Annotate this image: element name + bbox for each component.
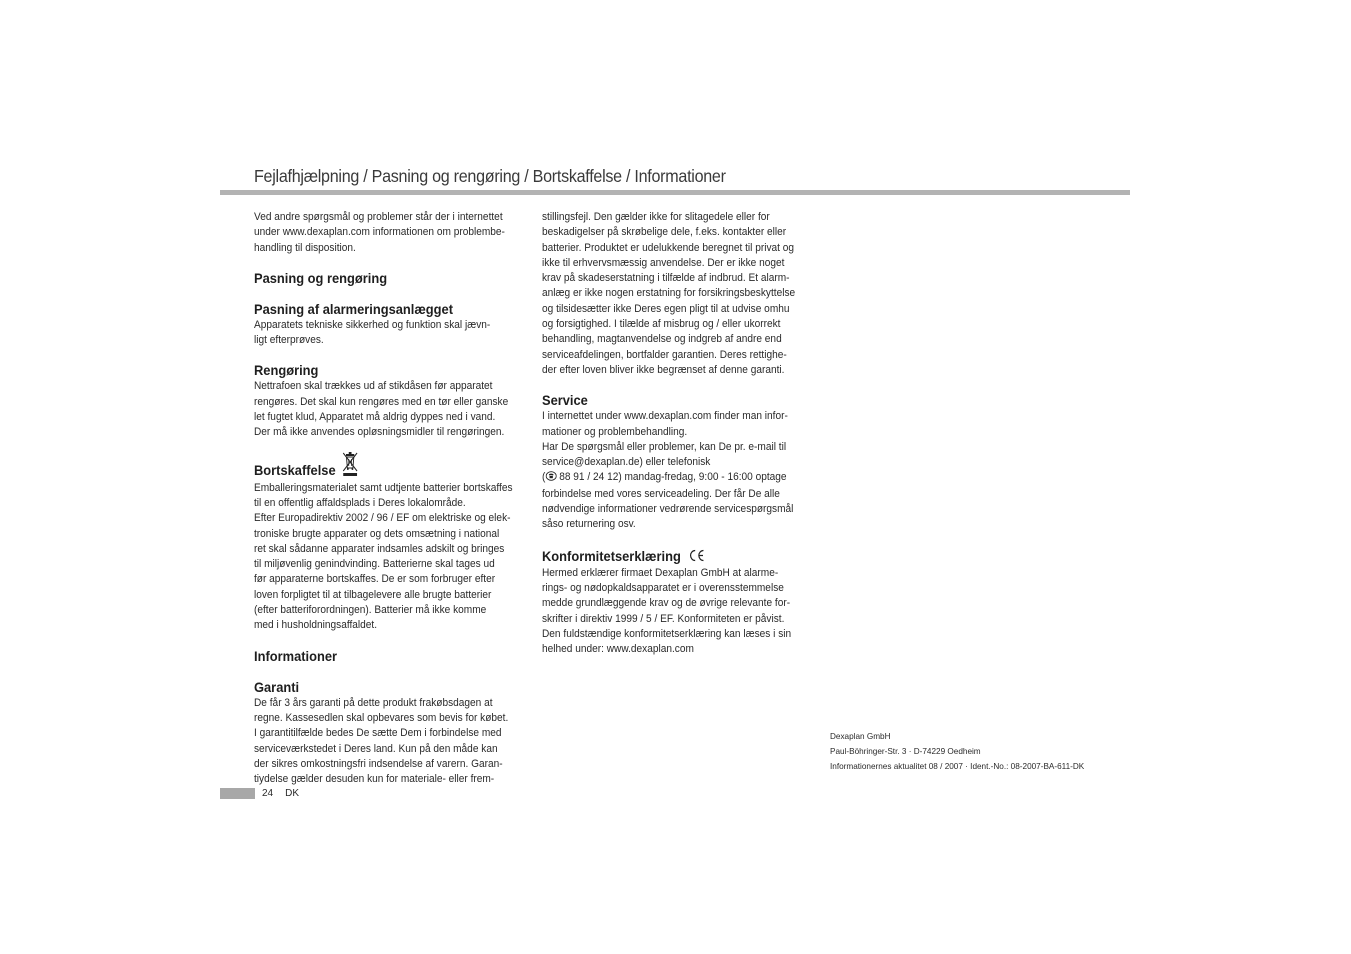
- text-line: til en offentlig affaldsplads i Deres lokalområde.: [254, 496, 466, 509]
- crossed-out-bin-icon: [342, 451, 358, 481]
- text-line: Hermed erklærer firmaet Dexaplan GmbH at alarme-: [542, 566, 779, 579]
- text-line: (efter batteriforordningen). Batterier må ikke komme: [254, 604, 487, 617]
- page-number: 24: [262, 788, 274, 799]
- text-line: helhed under: www.dexaplan.com: [542, 643, 694, 656]
- middle-column: [542, 210, 822, 657]
- heading-konformitet: Konformitetserklæring: [542, 547, 681, 564]
- pasning-alarm-text: [254, 318, 534, 349]
- footer-bar: [220, 788, 255, 799]
- heading-informationer: Informationer: [254, 647, 338, 664]
- text-line: anlæg er ikke nogen erstatning for forsikringsbeskyttelse: [542, 287, 796, 300]
- text-line: medde grundlæggende krav og de øvrige relevante for-: [542, 597, 791, 610]
- text-line: skrifter i direktiv 1999 / 5 / EF. Konformiteten er påvist.: [542, 612, 785, 625]
- text-line: Efter Europadirektiv 2002 / 96 / EF om elektriske og elek-: [254, 512, 511, 525]
- text-line: batterier. Produktet er udelukkende beregnet til privat og: [542, 241, 795, 254]
- text-line: mationer og problembehandling.: [542, 425, 688, 438]
- text-line: service@dexaplan.de) eller telefonisk: [542, 456, 711, 469]
- text-line: serviceværkstedet i Deres land. Kun på den måde kan: [254, 742, 498, 755]
- telephone-icon: [545, 471, 556, 486]
- text-line: ikke til erhvervsmæssig anvendelse. Der er ikke noget: [542, 256, 785, 269]
- intro-text: [254, 210, 534, 256]
- heading-rengoring: Rengøring: [254, 362, 319, 379]
- text-line: der sikres omkostningsfri indsendelse af varern. Garan-: [254, 757, 503, 770]
- text-line: til miljøvenlig genindvinding. Batterierne skal tages ud: [254, 558, 495, 571]
- text-line: før apparaterne bortskaffes. De er som forbruger efter: [254, 573, 496, 586]
- text-line: tiydelse gælder desuden kun for materiale- eller frem-: [254, 773, 495, 786]
- text-line: Ved andre spørgsmål og problemer står der i internettet: [254, 211, 503, 223]
- left-column: [254, 210, 534, 787]
- text-line: let fugtet klud, Apparatet må aldrig dyppes ned i vand.: [254, 411, 496, 424]
- text-line: handling til disposition.: [254, 241, 356, 254]
- text-line: krav på skadeserstatning i tilfælde af indbrud. Et alarm-: [542, 272, 790, 285]
- footer: [262, 788, 311, 800]
- text-line: der efter loven bliver ikke begrænset af denne garanti.: [542, 363, 785, 376]
- imprint-block: [830, 729, 1084, 774]
- service-phone-text: 88 91 / 24 12) mandag-fredag, 9:00 - 16:00 optage: [559, 471, 787, 484]
- text-line: I garantitilfælde bedes De sætte Dem i forbindelse med: [254, 727, 502, 740]
- imprint-status: Informationernes aktualitet 08 / 2007 · Ident.-No.: 08-2007-BA-611-DK: [830, 762, 1085, 771]
- text-line: Nettrafoen skal trækkes ud af stikdåsen før apparatet: [254, 380, 493, 393]
- text-line: forbindelse med vores serviceadeling. Der får De alle: [542, 487, 780, 500]
- text-line: Der må ikke anvendes opløsningsmidler til rengøringen.: [254, 426, 505, 439]
- language-code: DK: [285, 788, 300, 799]
- text-line: stillingsfejl. Den gælder ikke for slitagedele eller for: [542, 211, 770, 223]
- text-line: under www.dexaplan.com informationen om problembe-: [254, 226, 505, 239]
- header-rule: [220, 190, 1130, 195]
- imprint-address: Paul-Böhringer-Str. 3 · D-74229 Oedheim: [830, 747, 981, 756]
- heading-pasning: Pasning og rengøring: [254, 269, 388, 286]
- heading-bortskaffelse: Bortskaffelse: [254, 461, 336, 478]
- text-line: behandling, magtanvendelse og indgreb af andre end: [542, 333, 782, 346]
- text-line: nødvendige informationer vedrørende servicespørgsmål: [542, 503, 794, 516]
- heading-service: Service: [542, 392, 588, 409]
- konformitet-text: [542, 566, 822, 658]
- text-line: Den fuldstændige konformitetserklæring kan læses i sin: [542, 627, 792, 640]
- service-phone-line: ( 88 91 / 24 12) mandag-fredag, 9:00 - 16:00 optage: [542, 470, 800, 486]
- heading-garanti: Garanti: [254, 678, 300, 695]
- text-line: med i husholdningsaffaldet.: [254, 619, 378, 632]
- service-text: [542, 409, 822, 532]
- text-line: beskadigelser på skrøbelige dele, f.eks. kontakter eller: [542, 226, 787, 239]
- text-line: regne. Kassesedlen skal opbevares som bevis for købet.: [254, 711, 509, 724]
- text-line: loven forpligtet til at tilbagelevere alle brugte batterier: [254, 588, 492, 601]
- text-line: og forsigtighed. I tilælde af misbrug og / eller ukorrekt: [542, 318, 781, 331]
- imprint-company: Dexaplan GmbH: [830, 732, 891, 741]
- rengoring-text: [254, 379, 534, 440]
- text-line: I internettet under www.dexaplan.com finder man infor-: [542, 410, 788, 423]
- garanti-text: [254, 696, 534, 788]
- heading-pasning-alarm: Pasning af alarmeringsanlægget: [254, 300, 453, 317]
- text-line: serviceafdelingen, bortfalder garantien. Deres rettighe-: [542, 348, 787, 361]
- text-line: Har De spørgsmål eller problemer, kan De pr. e-mail til: [542, 440, 787, 453]
- text-line: og tilsidesætter ikke Deres egen pligt til at udvise omhu: [542, 302, 790, 315]
- heading-konformitet-row: [542, 548, 800, 566]
- text-line: såso returnering osv.: [542, 518, 636, 531]
- bortskaffelse-text: [254, 481, 534, 634]
- ce-mark-icon: [688, 549, 705, 566]
- text-line: troniske brugte apparater og dets omsætning i national: [254, 527, 500, 540]
- text-line: rengøres. Det skal kun rengøres med en tør eller ganske: [254, 395, 509, 408]
- text-line: Apparatets tekniske sikkerhed og funktion skal jævn-: [254, 318, 491, 331]
- text-line: De får 3 års garanti på dette produkt frakøbsdagen at: [254, 696, 493, 709]
- garanti-continued-text: [542, 210, 822, 378]
- text-line: rings- og nødopkaldsapparatet er i overensstemmelse: [542, 581, 784, 594]
- text-line: Emballeringsmaterialet samt udtjente batterier bortskaffes: [254, 481, 513, 494]
- page-title: Fejlafhjælpning / Pasning og rengøring / Bortskaffelse / Informationer: [254, 166, 726, 186]
- heading-bortskaffelse-row: [254, 451, 512, 481]
- text-line: ret skal sådanne apparater indsamles adskilt og bringes: [254, 542, 505, 555]
- text-line: ligt efterprøves.: [254, 334, 324, 347]
